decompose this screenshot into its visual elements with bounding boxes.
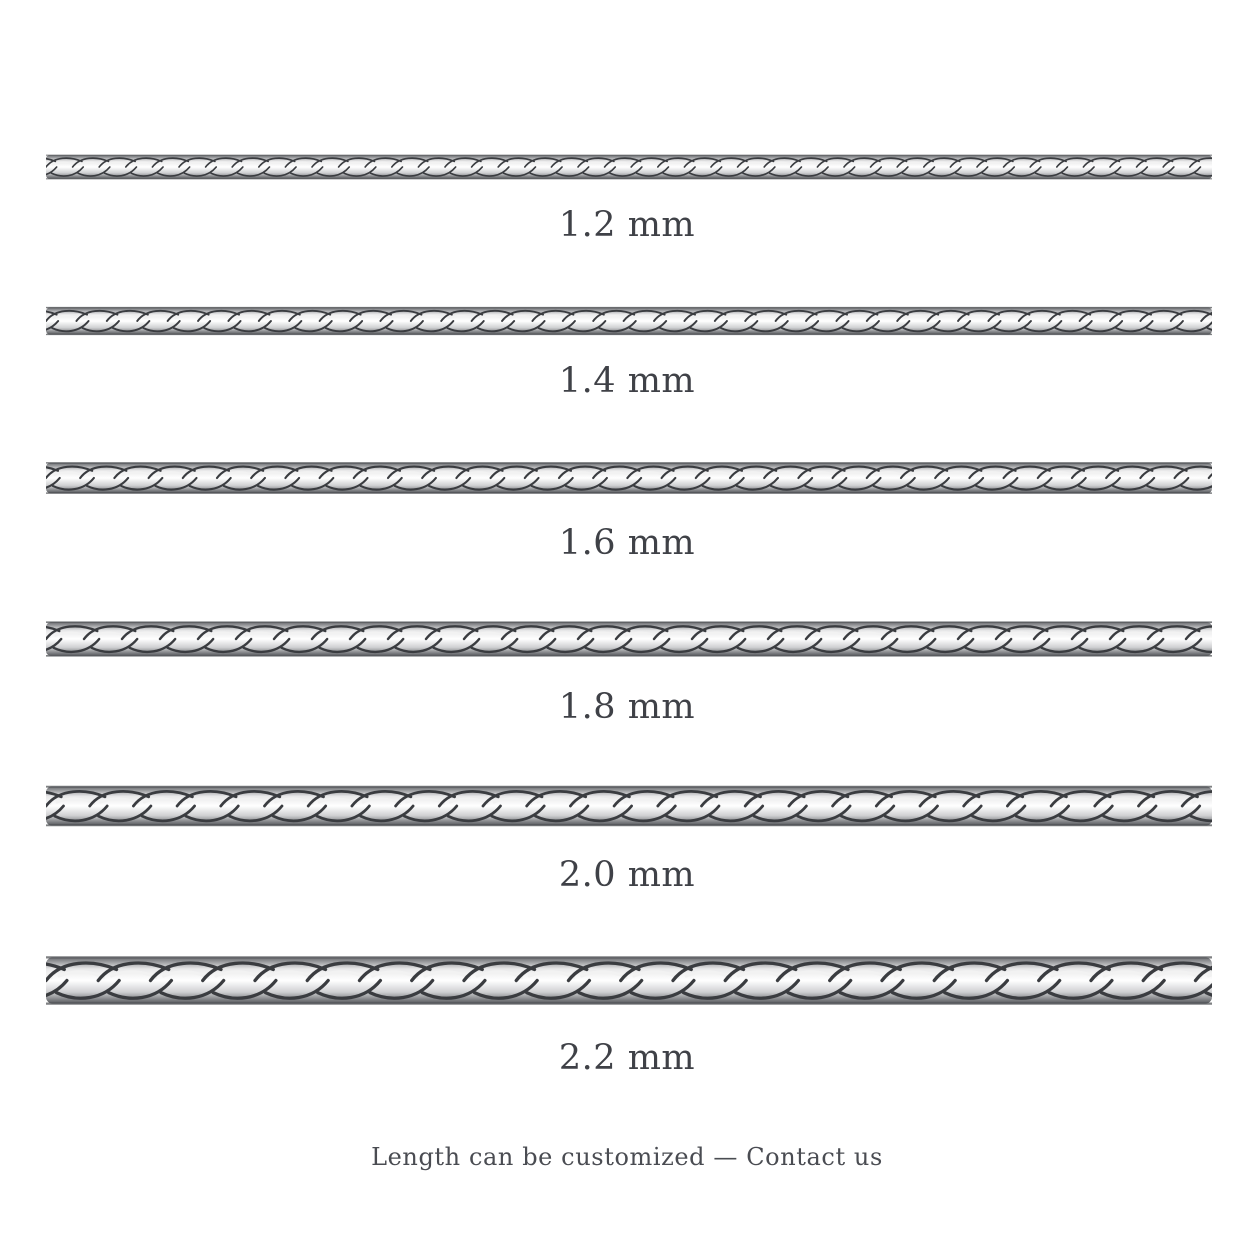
chain-image-2-0mm	[46, 783, 1212, 829]
chain-image-1-4mm	[46, 305, 1212, 337]
chain-size-label: 1.2 mm	[558, 205, 696, 245]
chain-size-label: 2.0 mm	[558, 855, 696, 895]
chain-size-label: 1.6 mm	[558, 523, 696, 563]
chain-image-2-2mm	[46, 953, 1212, 1008]
chain-image-1-8mm	[46, 619, 1212, 659]
chain-size-label: 2.2 mm	[558, 1038, 696, 1078]
chain-size-label: 1.4 mm	[558, 361, 696, 401]
customization-note: Length can be customized — Contact us	[371, 1143, 883, 1171]
chain-image-1-6mm	[46, 460, 1212, 496]
chain-image-1-2mm	[46, 153, 1212, 181]
chain-size-label: 1.8 mm	[558, 687, 696, 727]
